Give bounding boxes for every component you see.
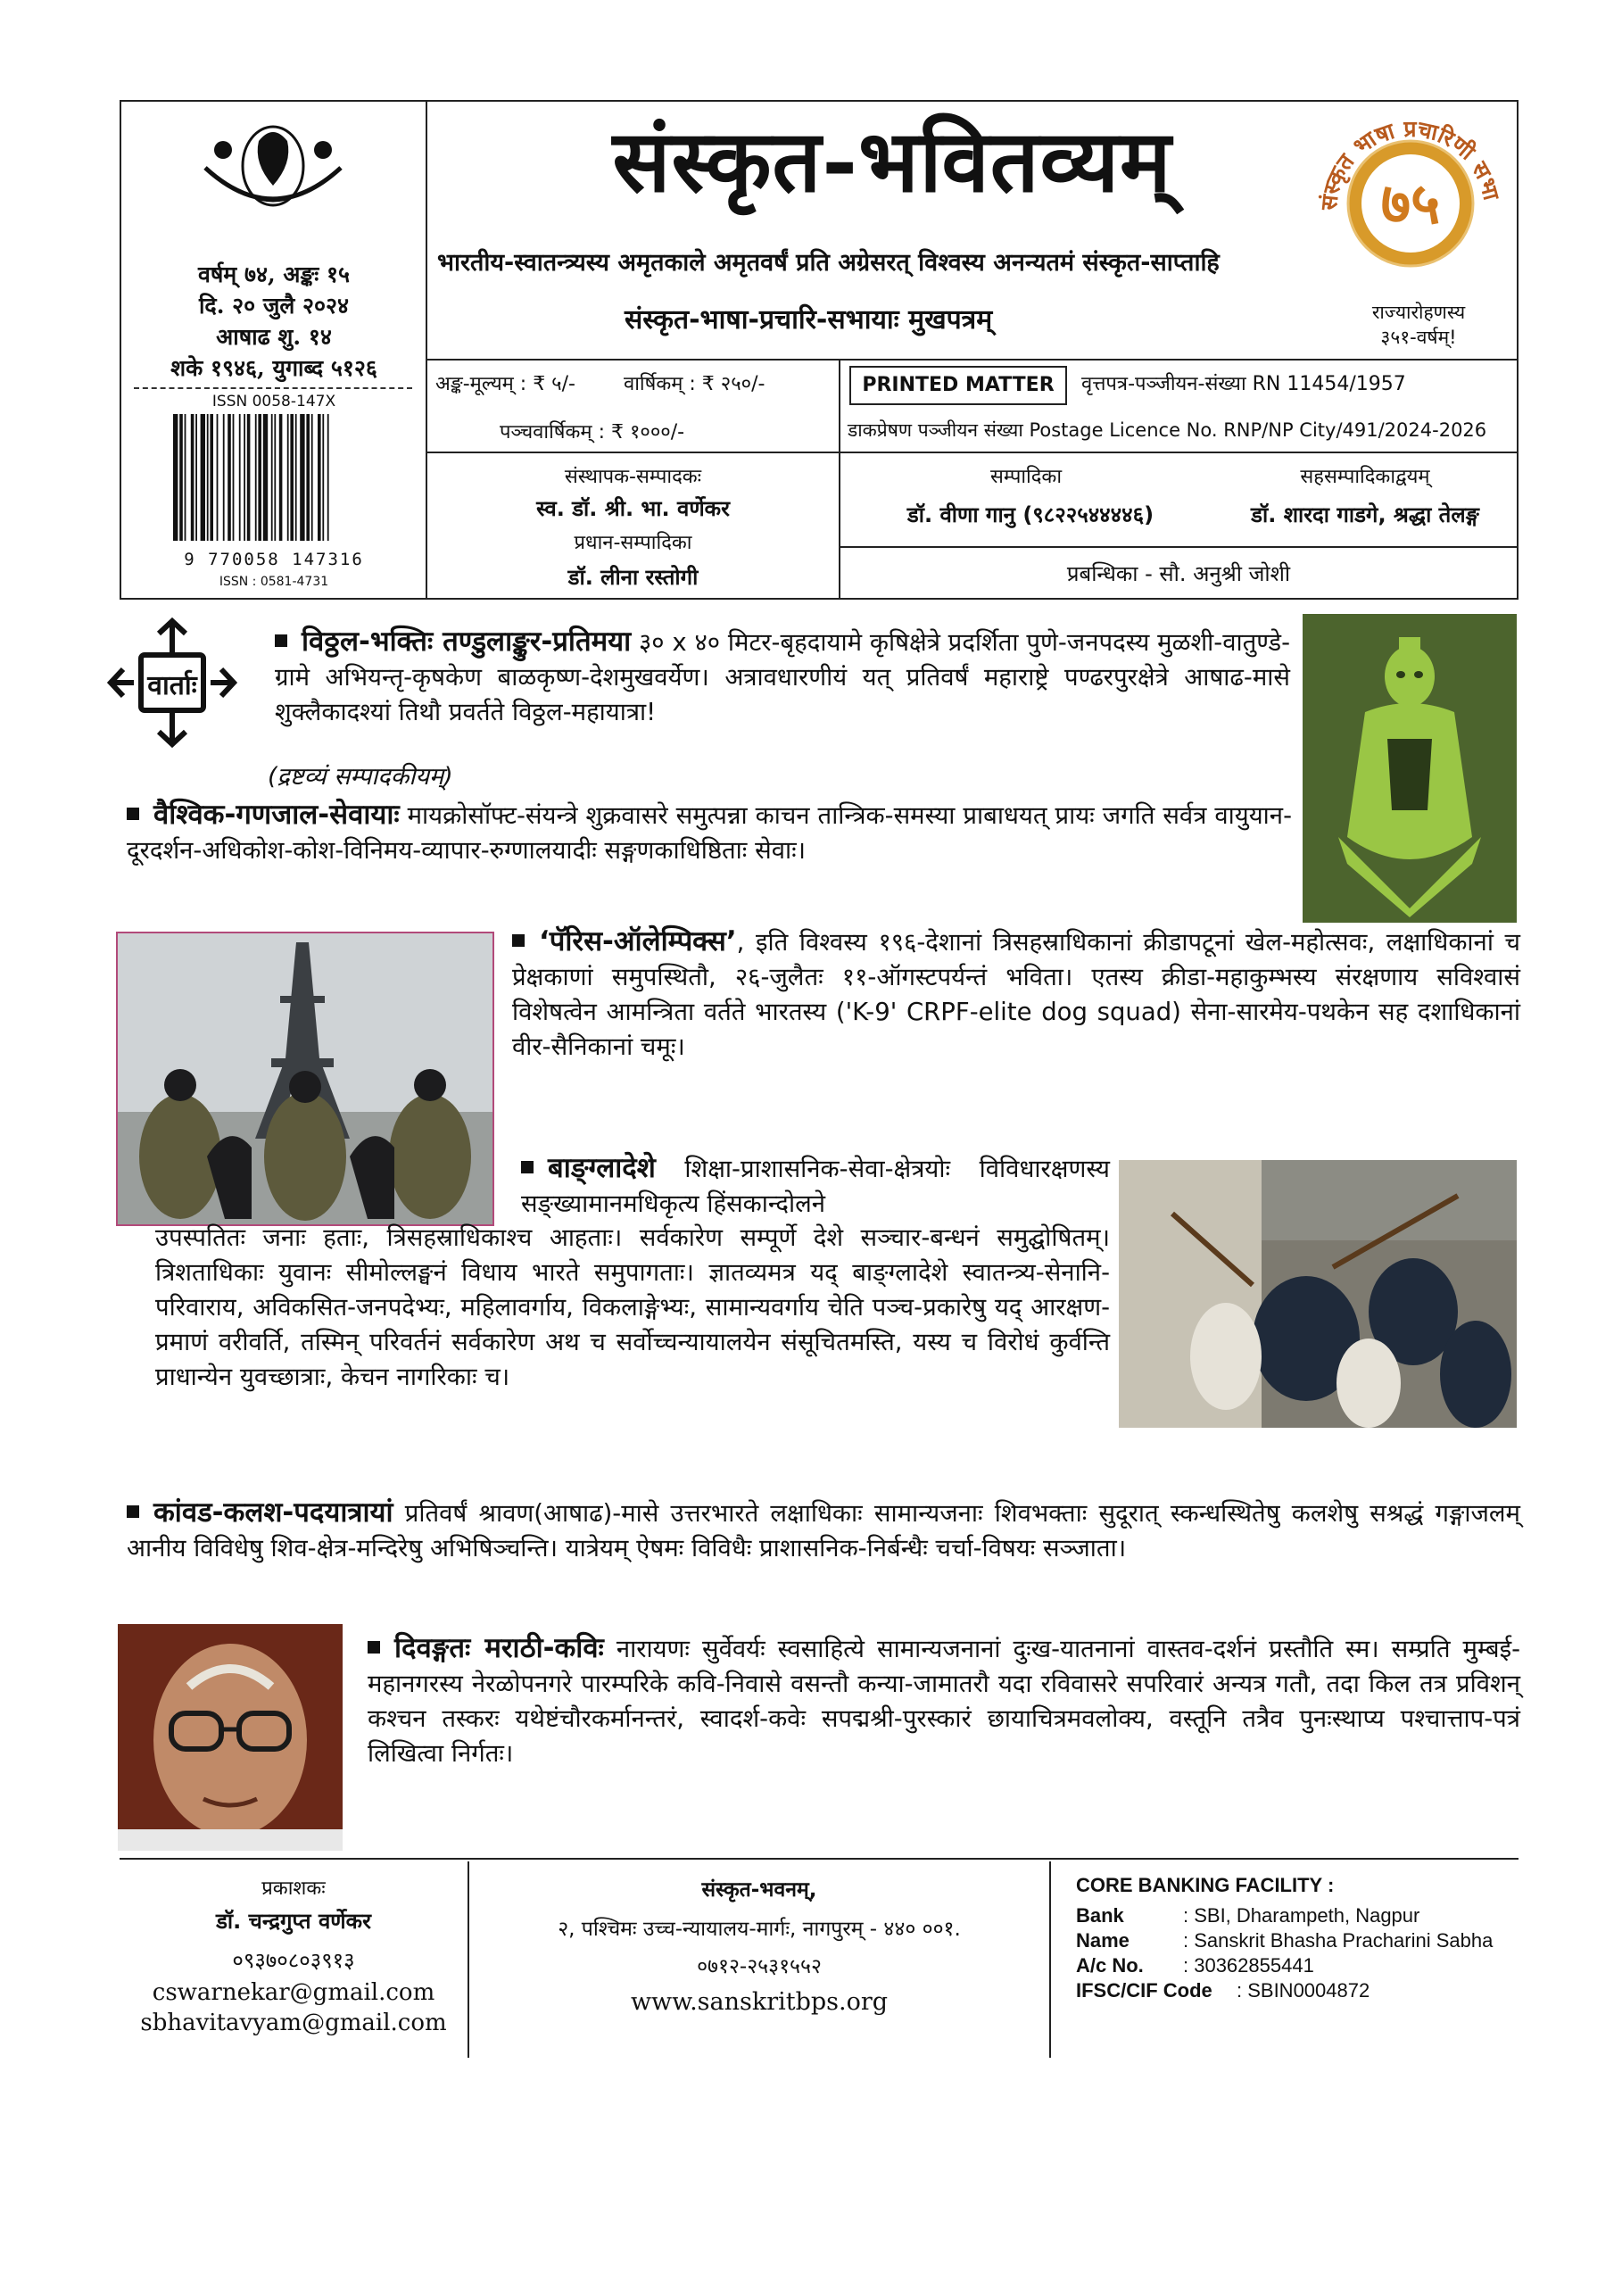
barcode-bar — [290, 414, 294, 541]
chief-editor-label: प्रधान-सम्पादिका — [574, 532, 692, 554]
barcode-bar — [217, 414, 219, 541]
divider — [134, 387, 412, 389]
five-year-price: पञ्चवार्षिकम् : ₹ १०००/- — [500, 421, 685, 443]
barcode-bar — [271, 414, 273, 541]
manager-line: प्रबन्धिका - सौ. अनुश्री जोशी — [1066, 561, 1291, 586]
rajyarohana-line2: ३५१-वर्षम्! — [1380, 327, 1457, 348]
issue-volume: वर्षम् ७४, अङ्कः १५ — [197, 261, 351, 287]
barcode-bar — [258, 414, 261, 541]
barcode-bar — [279, 414, 283, 541]
barcode-number: 9 770058 147316 — [184, 550, 364, 569]
divider — [1049, 1861, 1051, 2058]
barcode-bar — [228, 414, 231, 541]
publisher-label: प्रकाशकः — [261, 1877, 326, 1900]
news-headline: बाङ्ग्लादेशे — [548, 1152, 656, 1184]
postage-licence: डाकप्रेषण पञ्जीयन संख्या Postage Licence No. RNP/NP City/491/2024-2026 — [848, 419, 1487, 441]
publisher-email-2[interactable]: sbhavitavyam@gmail.com — [140, 2010, 447, 2036]
news-item-bangladesh-cont: उपस्पतितः जनाः हताः, त्रिसहस्राधिकाश्च आहताः। सर्वकारेण सम्पूर्णे देशे सञ्चार-बन्धनं समुद्घोषितम्। त्रिशताधिकाः युवानः सीमोल्लङ्घनं विधाय भारते समुपागताः। ज्ञातव्यमत्र यद् बाङ्ग्लादेशे स्वातन्त्र्य-सेनानि-परिवाराय, अविकसित-जनपदेभ्यः, महिलावर्गाय, विकलाङ्गेभ्यः, सामान्यवर्गाय चेति पञ्च-प्रकारेषु यद् आरक्षण-प्रमाणं वरीवर्ति, तस्मिन् परिवर्तनं सर्वकारेण अथ च सर्वोच्चन्यायालयेन संसूचितमस्ति, यस्य च विरोधं कुर्वन्ति प्राधान्येन युवच्छात्राः, केचन नागरिकाः च। — [155, 1223, 1110, 1391]
issn-top: ISSN 0058-147X — [211, 393, 336, 410]
footer-divider — [120, 1858, 1519, 1860]
banking-title: CORE BANKING FACILITY : — [1076, 1874, 1335, 1896]
bank-row: Bank : SBI, Dharampeth, Nagpur — [1076, 1904, 1420, 1927]
news-headline: वैश्विक-गणजाल-सेवायाः — [153, 799, 400, 831]
office-name: संस्कृत-भवनम्, — [701, 1878, 817, 1902]
bullet-icon — [521, 1161, 534, 1173]
barcode-bar — [322, 414, 324, 541]
barcode-bar — [195, 414, 197, 541]
barcode-bar — [295, 414, 297, 541]
barcode-bar — [210, 414, 213, 541]
masthead-subtitle: भारतीय-स्वातन्त्र्यस्य अमृतकाले अमृतवर्षं प्रति अग्रेसरत् विश्वस्य अनन्यतमं संस्कृत-साप्ताहि — [437, 249, 1220, 277]
barcode-bar — [311, 414, 313, 541]
news-headline: ‘पॅरिस-ऑलेम्पिक्स’ — [539, 925, 737, 957]
seal-text: संस्कृत भाषा प्रचारिणी सभा — [1315, 115, 1505, 211]
barcode-bar — [287, 414, 289, 541]
barcode-bar — [179, 414, 183, 541]
issn-bottom: ISSN : 0581-4731 — [219, 575, 329, 589]
seal-number: ७५ — [1380, 170, 1441, 237]
issue-shaka: शके १९४६, युगाब्द ५१२६ — [170, 355, 377, 381]
news-logo — [105, 616, 239, 750]
annual-price: वार्षिकम् : ₹ २५०/- — [623, 373, 765, 395]
news-body: प्रतिवर्षं श्रावण(आषाढ)-मासे उत्तरभारते लक्षाधिकाः सामान्यजनाः शिवभक्ताः सुदूरात् स्कन्धस्थितेषु कलशेषु सश्रद्धं गङ्गाजलम् आनीय विविधेषु शिव-क्षेत्र-मन्दिरेषु अभिषिञ्चन्ति। यात्रेयम् ऐषमः विविधैः प्राशासनिक-निर्बन्धैः चर्चा-विषयः सञ्जाता। — [127, 1499, 1520, 1562]
rajyarohana-note — [1320, 300, 1517, 350]
founder-label: संस्थापक-सम्पादकः — [564, 466, 702, 488]
website-link[interactable]: www.sanskritbps.org — [630, 1988, 889, 2016]
bank-details — [1076, 1904, 1513, 2004]
barcode-bar — [191, 414, 194, 541]
divider — [427, 359, 1519, 361]
vitthal-rice-art-photo — [1303, 614, 1517, 923]
barcode-bar — [300, 414, 304, 541]
bullet-icon — [275, 634, 287, 647]
issue-price: अङ्क-मूल्यम् : ₹ ५/- — [435, 373, 575, 395]
news-item-vitthal — [275, 625, 1290, 730]
barcode-bar — [244, 414, 245, 541]
news-headline: विठ्ठल-भक्तिः तण्डुलाङ्कुर-प्रतिमया — [302, 626, 632, 658]
masthead-mouthpiece: संस्कृत-भाषा-प्रचारि-सभायाः मुखपत्रम् — [625, 304, 993, 336]
news-item-paris-olympics — [512, 924, 1520, 1065]
chief-editor-name: डॉ. लीना रस्तोगी — [567, 565, 699, 590]
news-item-marathi-poet — [368, 1631, 1520, 1771]
divider — [839, 546, 1519, 548]
rajyarohana-line1: राज्यारोहणस्य — [1371, 302, 1466, 323]
editor-label: सम्पादिका — [989, 466, 1063, 488]
coeditor-names: डॉ. शारदा गाडगे, श्रद्धा तेलङ्ग — [1251, 502, 1479, 527]
barcode-bar — [233, 414, 235, 541]
office-phone: ०७१२-२५३१५५२ — [697, 1955, 822, 1978]
news-headline: दिवङ्गतः मराठी-कविः — [394, 1632, 604, 1664]
editorial-note: (द्रष्टव्यं सम्पादकीयम्) — [268, 763, 453, 791]
bullet-icon — [512, 934, 525, 947]
bank-row: IFSC/CIF Code : SBIN0004872 — [1076, 1979, 1370, 2002]
news-item-bangladesh — [521, 1151, 1110, 1222]
bullet-icon — [127, 1505, 139, 1518]
issue-tithi: आषाढ शु. १४ — [216, 324, 332, 350]
newspaper-title: संस्कृत-भवितव्यम् — [612, 111, 1172, 211]
coeditor-label: सहसम्पादिकाद्वयम् — [1300, 466, 1430, 488]
divider — [427, 452, 1519, 453]
paris-olympics-photo — [116, 932, 494, 1226]
registration-number: वृत्तपत्र-पञ्जीयन-संख्या RN 11454/1957 — [1081, 373, 1406, 395]
bangladesh-protest-photo — [1119, 1160, 1517, 1428]
publisher-email-1[interactable]: cswarnekar@gmail.com — [152, 1979, 435, 2006]
editor-name: डॉ. वीणा गानु (९८२२५४४४४६) — [906, 502, 1154, 527]
barcode-bar — [223, 414, 225, 541]
publisher-phone: ०९३७०८०३९१३ — [232, 1948, 355, 1973]
barcode-bar — [255, 414, 257, 541]
news-headline: कांवड-कलश-पदयात्रायां — [153, 1496, 393, 1529]
barcode-bar — [185, 414, 186, 541]
news-item-kanvad-yatra — [127, 1496, 1520, 1566]
barcode — [168, 410, 380, 568]
news-body-part1: शिक्षा-प्राशासनिक-सेवा-क्षेत्रयोः विविधारक्षणस्य सङ्ख्यामानमधिकृत्य हिंसकान्दोलने — [521, 1155, 1110, 1218]
printed-matter-label: PRINTED MATTER — [849, 366, 1067, 405]
barcode-bar — [263, 414, 268, 541]
news-logo-text: वार्ताः — [147, 670, 197, 701]
barcode-bar — [201, 414, 205, 541]
news-body: नारायणः सुर्वेवर्यः स्वसाहित्ये सामान्यजनानां दुःख-यातनानां वास्तव-दर्शनं प्रस्तौति स्म। सम्प्रति मुम्बई-महानगरस्य नेरळोपनगरे पारम्परिके कवि-निवासे वसन्तौ कन्या-जामातरौ यदा रविवासरे सपरिवारं अन्यत्र गतौ, तदा किल तत्र प्रविशन् कश्चन तस्करः यथेष्टंचौरकर्मानन्तरं, स्वादर्श-कवेः सपद्मश्री-पुरस्कारं छायाचित्रमवलोक्य, वस्तूनि तत्रैव पुनःस्थाप्य पश्चात्ताप-पत्रं लिखित्वा निर्गतः। — [368, 1635, 1521, 1768]
founder-name: स्व. डॉ. श्री. भा. वर्णेकर — [536, 496, 730, 521]
sabha-emblem-icon — [187, 114, 359, 248]
bullet-icon — [368, 1641, 380, 1654]
issue-date: दि. २० जुलै २०२४ — [198, 293, 350, 319]
barcode-bar — [318, 414, 321, 541]
bullet-icon — [127, 808, 139, 820]
bank-row: A/c No. : 30362855441 — [1076, 1954, 1314, 1977]
bank-row: Name : Sanskrit Bhasha Pracharini Sabha — [1076, 1929, 1494, 1952]
barcode-bar — [239, 414, 241, 541]
barcode-bar — [306, 414, 310, 541]
price-line — [435, 369, 837, 396]
news-body: , इति विश्वस्य १९६-देशानां त्रिसहस्राधिकानां क्रीडापटूनां खेल-महोत्सवः, लक्षाधिकानां च प्रेक्षकाणां समुपस्थितौ, २६-जुलैतः ११-ऑगस्टपर्यन्तं भविता। एतस्य क्रीडा-महाकुम्भस्य संरक्षणाय सविश्वासं विशेषत्वेन आमन्त्रिता वर्तते भारतस्य ('K-9' CRPF-elite dog squad) सेना-सारमेय-पथकेन सह दशाधिकानां वीर-सैनिकानां चमूः। — [512, 928, 1520, 1061]
barcode-bar — [274, 414, 276, 541]
barcode-bar — [207, 414, 209, 541]
news-body: ३० x ४० मिटर-बृहदायामे कृषिक्षेत्रे प्रदर्शिता पुणे-जनपदस्य मुळशी-वातुण्डे-ग्रामे अभियन्तृ-कृषकेण बाळकृष्ण-देशमुखवर्येण। अत्रावधारणीयं यत् प्रतिवर्षं महाराष्ट्रे पण्ढरपुरक्षेत्रे आषाढ-मासे शुक्लैकादश्यां तिथौ प्रवर्तते विठ्ठल-महायात्रा! — [275, 628, 1291, 726]
barcode-bar — [327, 414, 329, 541]
office-address: २, पश्चिमः उच्च-न्यायालय-मार्गः, नागपुरम् - ४४० ००१. — [558, 1918, 961, 1941]
news-body: मायक्रोसॉफ्ट-संयन्त्रे शुक्रवासरे समुत्पन्ना काचन तान्त्रिक-समस्या प्राबाधयत् प्रायः जगति सर्वत्र वायुयान-दूरदर्शन-अधिकोश-कोश-विनिमय-व्यापार-रुग्णालयादीः सङ्गणकाधिष्ठिताः सेवाः। — [127, 801, 1292, 865]
poet-narayan-surve-photo — [118, 1624, 343, 1851]
barcode-bar — [173, 414, 178, 541]
news-item-global-network — [127, 798, 1292, 868]
barcode-bar — [247, 414, 251, 541]
publisher-name: डॉ. चन्द्रगुप्त वर्णेकर — [216, 1909, 371, 1934]
